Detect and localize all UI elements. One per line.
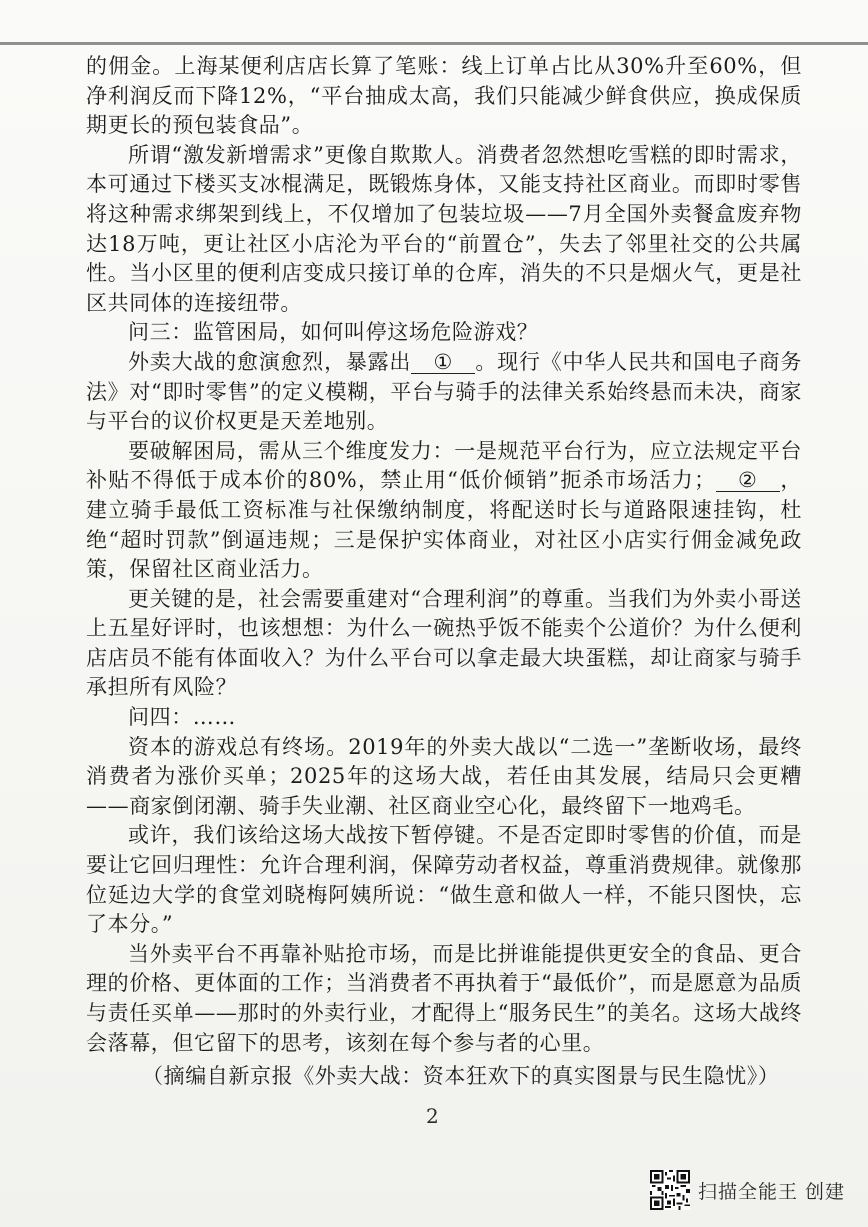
section-heading-q3: 问三：监管困局，如何叫停这场危险游戏？ [128, 320, 539, 345]
paragraph-5 [86, 437, 802, 585]
page-number: 2 [426, 1104, 439, 1128]
blank-2: ② [716, 469, 780, 492]
paragraph-5-after: ，建立骑手最低工资标准与社保缴纳制度，将配送时长与道路限速挂钩，杜绝“超时罚款”倒逼违规；三是保护实体商业，对社区小店实行佣金减免政策，保留社区商业活力。 [86, 468, 802, 582]
paragraph-10: 当外卖平台不再靠补贴抢市场，而是比拼谁能提供更安全的食品、更合理的价格、更体面的工作；当消费者不再执着于“最低价”，而是愿意为品质与责任买单——那时的外卖行业，才配得上“服务民生”的美名。这场大战终会落幕，但它留下的思考，该刻在每个参与者的心里。 [86, 941, 802, 1055]
paragraph-9: 或许，我们该给这场大战按下暂停键。不是否定即时零售的价值，而是要让它回归理性：允许合理利润，保障劳动者权益，尊重消费规律。就像那位延边大学的食堂刘晓梅阿姨所说：“做生意和做人一样，不能只图快，忘了本分。” [86, 823, 802, 937]
scanner-watermark [650, 1168, 845, 1212]
paragraph-1: 的佣金。上海某便利店店长算了笔账：线上订单占比从30%升至60%，但净利润反而下降12%，“平台抽成太高，我们只能减少鲜食供应，换成保质期更长的预包装食品”。 [86, 54, 802, 138]
paragraph-4-after: 。现行《中华人民共和国电子商务法》对“即时零售”的定义模糊，平台与骑手的法律关系始终悬而未决，商家与平台的议价权更是天差地别。 [86, 349, 802, 434]
source-citation: （摘编自新京报《外卖大战：资本狂欢下的真实图景与民生隐忧》） [142, 1064, 780, 1089]
article-body [86, 52, 802, 1092]
paragraph-4 [86, 348, 802, 437]
blank-1: ① [411, 351, 475, 374]
watermark-text: 扫描全能王 创建 [698, 1180, 846, 1203]
header-rule [0, 42, 868, 45]
qr-code-icon [650, 1170, 690, 1210]
paragraph-2: 所谓“激发新增需求”更像自欺欺人。消费者忽然想吃雪糕的即时需求，本可通过下楼买支冰棍满足，既锻炼身体，又能支持社区商业。而即时零售将这种需求绑架到线上，不仅增加了包装垃圾——7月全国外卖餐盒废弃物达18万吨，更让社区小店沦为平台的“前置仓”，失去了邻里社交的公共属性。当小区里的便利店变成只接订单的仓库，消失的不只是烟火气，更是社区共同体的连接纽带。 [86, 142, 802, 315]
paragraph-8: 资本的游戏总有终场。2019年的外卖大战以“二选一”垄断收场，最终消费者为涨价买单；2025年的这场大战，若任由其发展，结局只会更糟——商家倒闭潮、骑手失业潮、社区商业空心化，最终留下一地鸡毛。 [86, 734, 802, 818]
section-heading-q4: 问四：…… [128, 705, 236, 730]
paragraph-6: 更关键的是，社会需要重建对“合理利润”的尊重。当我们为外卖小哥送上五星好评时，也该想想：为什么一碗热乎饭不能卖个公道价？为什么便利店店员不能有体面收入？为什么平台可以拿走最大块蛋糕，却让商家与骑手承担所有风险？ [86, 586, 802, 700]
paragraph-5-before: 要破解困局，需从三个维度发力：一是规范平台行为，应立法规定平台补贴不得低于成本价的80%，禁止用“低价倾销”扼杀市场活力； [86, 438, 802, 493]
paragraph-4-before: 外卖大战的愈演愈烈，暴露出 [128, 349, 412, 374]
